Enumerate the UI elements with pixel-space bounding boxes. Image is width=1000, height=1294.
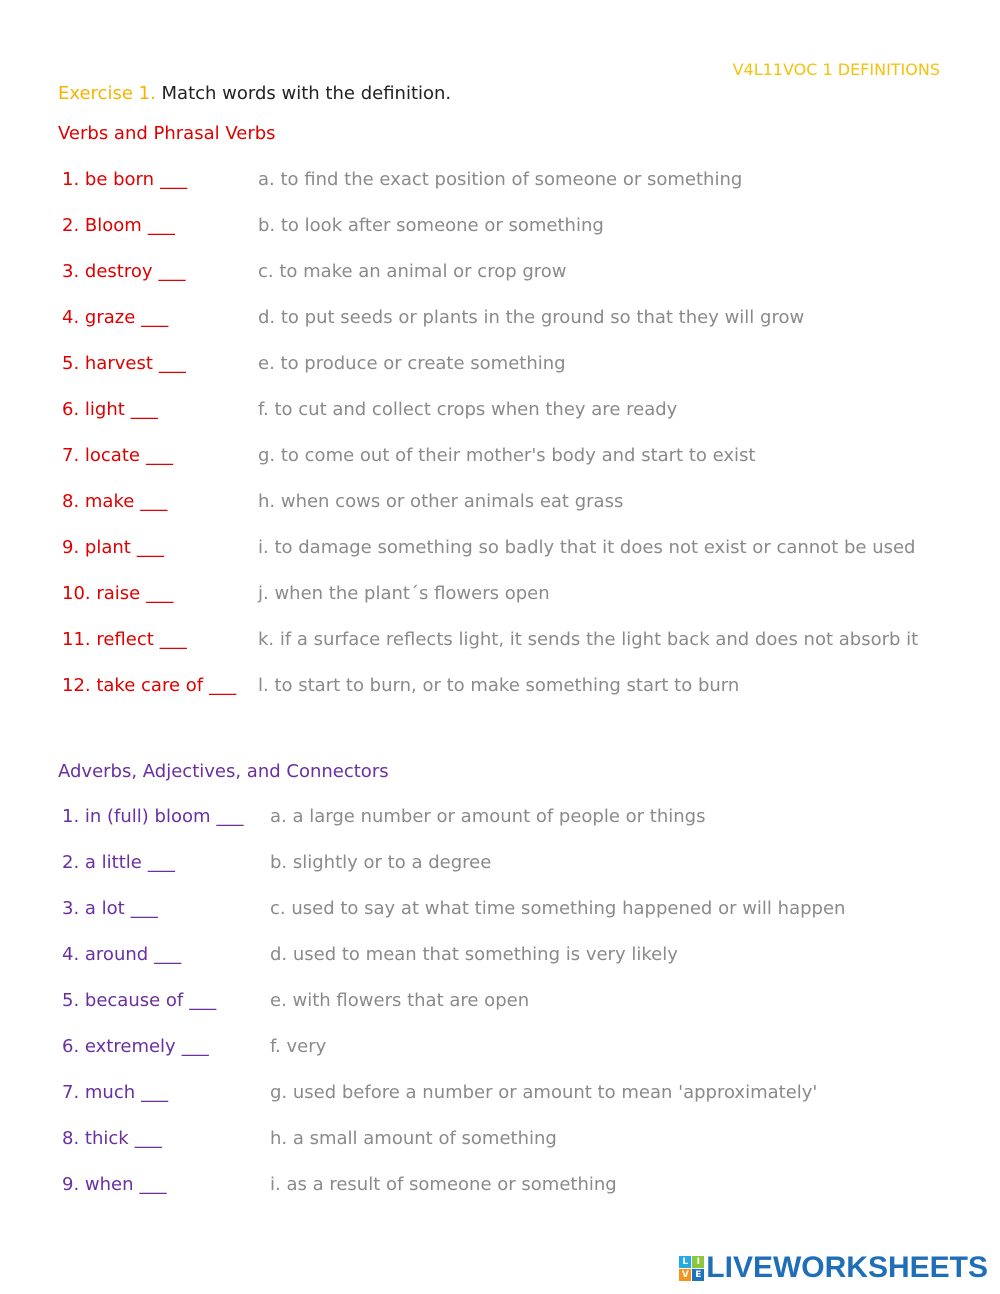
match-row [62,394,677,424]
match-row [62,210,604,240]
term-label: 5. harvest [62,352,153,374]
definition: c. to make an animal or crop grow [258,260,567,282]
answer-blank[interactable]: ___ [189,989,217,1011]
match-row [62,801,705,831]
term-label: 9. when [62,1173,134,1195]
definition: d. used to mean that something is very likely [270,943,678,965]
definition: i. to damage something so badly that it does not exist or cannot be used [258,536,916,558]
term [62,537,258,558]
term [62,491,258,512]
definition: f. very [270,1035,327,1057]
answer-blank[interactable]: ___ [130,398,158,420]
logo-mark-letter: I [692,1256,704,1268]
match-row [62,624,918,654]
verbs-section-title: Verbs and Phrasal Verbs [58,123,276,144]
term [62,1174,270,1195]
answer-blank[interactable]: ___ [134,1127,162,1149]
definition: i. as a result of someone or something [270,1173,617,1195]
logo-mark-icon [679,1256,704,1281]
term-label: 1. be born [62,168,155,190]
answer-blank[interactable]: ___ [216,805,244,827]
logo-text: LIVEWORKSHEETS [706,1251,988,1284]
match-row [62,578,550,608]
term-label: 9. plant [62,536,131,558]
match-row [62,893,845,923]
term-label: 12. take care of [62,674,204,696]
answer-blank[interactable]: ___ [154,943,182,965]
answer-blank[interactable]: ___ [141,306,169,328]
term-label: 8. thick [62,1127,129,1149]
term-label: 4. around [62,943,149,965]
logo-mark-letter: L [679,1256,691,1268]
term [62,675,258,696]
definition: c. used to say at what time something happened or will happen [270,897,846,919]
match-row [62,486,623,516]
adverbs-section-title: Adverbs, Adjectives, and Connectors [58,761,389,782]
term [62,629,258,650]
answer-blank[interactable]: ___ [159,628,187,650]
term-label: 5. because of [62,989,184,1011]
answer-blank[interactable]: ___ [146,582,174,604]
term [62,1128,270,1149]
term-label: 4. graze [62,306,136,328]
term [62,852,270,873]
term [62,399,258,420]
term [62,944,270,965]
definition: f. to cut and collect crops when they are ready [258,398,678,420]
term [62,353,258,374]
term-label: 6. light [62,398,125,420]
term [62,1082,270,1103]
liveworksheets-logo [679,1250,988,1286]
logo-mark-letter: E [692,1269,704,1281]
term-label: 3. destroy [62,260,153,282]
term [62,445,258,466]
term [62,261,258,282]
term [62,169,258,190]
match-row [62,302,804,332]
definition: g. to come out of their mother's body and start to exist [258,444,756,466]
match-row [62,164,742,194]
exercise-heading [58,83,451,104]
term [62,1036,270,1057]
answer-blank[interactable]: ___ [147,851,175,873]
term-label: 3. a lot [62,897,125,919]
answer-blank[interactable]: ___ [181,1035,209,1057]
term-label: 8. make [62,490,135,512]
definition: d. to put seeds or plants in the ground so that they will grow [258,306,805,328]
term-label: 2. Bloom [62,214,142,236]
answer-blank[interactable]: ___ [139,1173,167,1195]
term-label: 10. raise [62,582,141,604]
definition: j. when the plant´s flowers open [258,582,550,604]
answer-blank[interactable]: ___ [147,214,175,236]
term [62,215,258,236]
term [62,806,270,827]
term-label: 1. in (full) bloom [62,805,211,827]
answer-blank[interactable]: ___ [158,352,186,374]
term-label: 7. locate [62,444,140,466]
term [62,990,270,1011]
match-row [62,939,678,969]
exercise-instruction: Match words with the definition. [161,83,452,104]
term-label: 11. reflect [62,628,154,650]
answer-blank[interactable]: ___ [136,536,164,558]
doc-code: V4L11VOC 1 DEFINITIONS [732,60,940,79]
answer-blank[interactable]: ___ [209,674,237,696]
definition: h. when cows or other animals eat grass [258,490,624,512]
term-label: 7. much [62,1081,136,1103]
definition: b. to look after someone or something [258,214,604,236]
definition: b. slightly or to a degree [270,851,492,873]
term [62,583,258,604]
definition: k. if a surface reflects light, it sends the light back and does not absorb it [258,628,919,650]
exercise-label: Exercise 1. [58,83,156,104]
term-label: 2. a little [62,851,142,873]
term [62,898,270,919]
definition: g. used before a number or amount to mean 'approximately' [270,1081,818,1103]
definition: l. to start to burn, or to make something start to burn [258,674,740,696]
answer-blank[interactable]: ___ [158,260,186,282]
logo-mark-letter: V [679,1269,691,1281]
answer-blank[interactable]: ___ [140,490,168,512]
match-row [62,1031,326,1061]
match-row [62,1077,817,1107]
answer-blank[interactable]: ___ [145,444,173,466]
definition: a. a large number or amount of people or things [270,805,706,827]
answer-blank[interactable]: ___ [160,168,188,190]
match-row [62,532,915,562]
match-row [62,1169,617,1199]
match-row [62,440,755,470]
match-row [62,670,739,700]
match-row [62,256,567,286]
definition: e. to produce or create something [258,352,566,374]
answer-blank[interactable]: ___ [141,1081,169,1103]
match-row [62,985,529,1015]
term-label: 6. extremely [62,1035,176,1057]
match-row [62,1123,557,1153]
definition: a. to find the exact position of someone or something [258,168,743,190]
match-row [62,847,491,877]
definition: h. a small amount of something [270,1127,557,1149]
match-row [62,348,566,378]
definition: e. with flowers that are open [270,989,530,1011]
term [62,307,258,328]
answer-blank[interactable]: ___ [130,897,158,919]
